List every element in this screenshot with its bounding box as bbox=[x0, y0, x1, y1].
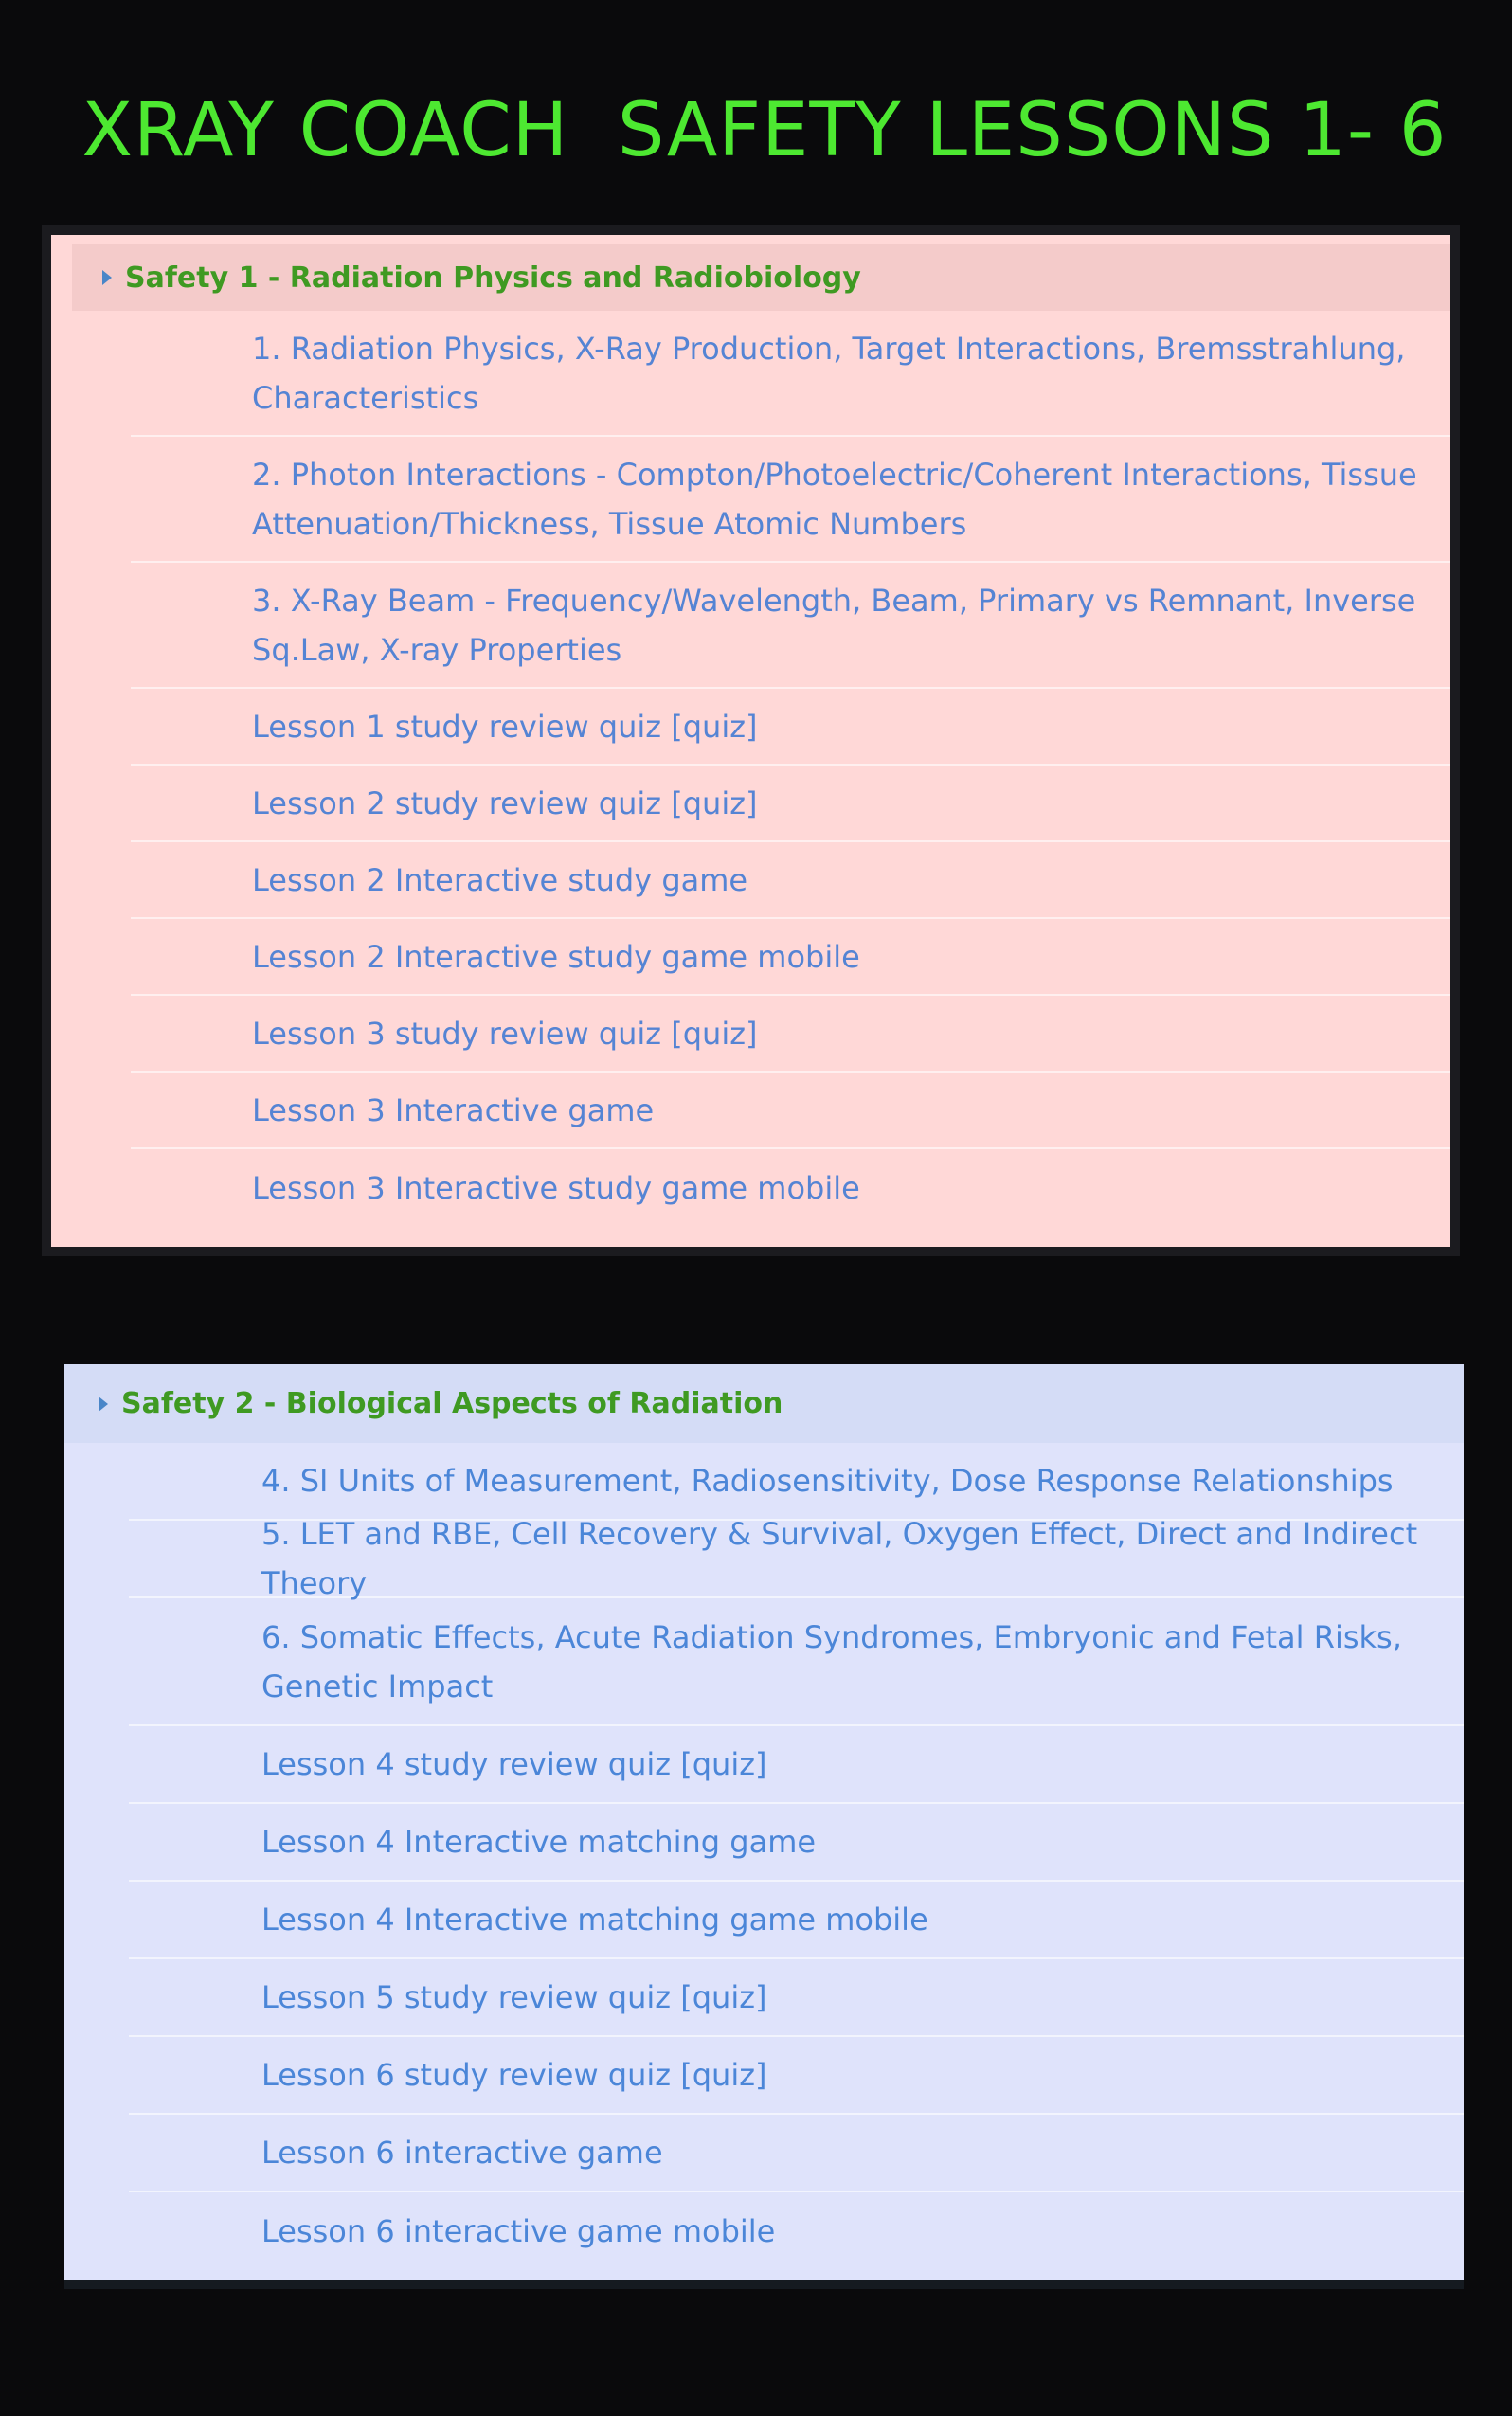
section-panel-safety-2 bbox=[64, 1364, 1464, 2280]
list-item[interactable] bbox=[129, 1882, 1464, 1959]
list-item[interactable] bbox=[129, 1726, 1464, 1804]
list-item[interactable] bbox=[129, 1598, 1464, 1726]
lesson-link[interactable]: Lesson 2 Interactive study game mobile bbox=[252, 938, 860, 975]
list-item[interactable] bbox=[131, 1149, 1450, 1226]
lesson-link[interactable]: Lesson 6 study review quiz [quiz] bbox=[261, 2057, 767, 2093]
section-header-safety-2[interactable] bbox=[64, 1364, 1464, 1443]
list-item[interactable] bbox=[129, 1804, 1464, 1882]
lesson-link[interactable]: Lesson 3 Interactive study game mobile bbox=[252, 1169, 860, 1206]
list-item[interactable] bbox=[129, 2115, 1464, 2192]
section-header-safety-1[interactable] bbox=[72, 244, 1450, 311]
page-title: XRAY COACH SAFETY LESSONS 1- 6 bbox=[81, 88, 1448, 173]
list-item[interactable] bbox=[131, 766, 1450, 842]
list-item[interactable] bbox=[129, 1516, 1464, 1601]
lesson-link[interactable]: 3. X-Ray Beam - Frequency/Wavelength, Beam, Primary vs Remnant, Inverse Sq.Law, X-ray Properties bbox=[252, 582, 1416, 668]
caret-right-icon bbox=[99, 1397, 108, 1412]
lesson-link[interactable]: Lesson 5 study review quiz [quiz] bbox=[261, 1979, 767, 2015]
section-header-label: Safety 1 - Radiation Physics and Radiobiology bbox=[125, 261, 861, 295]
list-item[interactable] bbox=[131, 437, 1450, 563]
list-item[interactable] bbox=[131, 919, 1450, 996]
lesson-link[interactable]: 2. Photon Interactions - Compton/Photoelectric/Coherent Interactions, Tissue Attenuation/Thickness, Tissue Atomic Numbers bbox=[252, 456, 1417, 542]
section-panel-safety-1 bbox=[51, 235, 1450, 1247]
list-item[interactable] bbox=[131, 311, 1450, 437]
section-header-label: Safety 2 - Biological Aspects of Radiation bbox=[121, 1387, 783, 1420]
lesson-link[interactable]: 6. Somatic Effects, Acute Radiation Syndromes, Embryonic and Fetal Risks, Genetic Impact bbox=[261, 1618, 1402, 1704]
lesson-link[interactable]: Lesson 4 study review quiz [quiz] bbox=[261, 1746, 767, 1782]
lesson-link[interactable]: Lesson 6 interactive game mobile bbox=[261, 2213, 776, 2249]
lesson-link[interactable]: Lesson 1 study review quiz [quiz] bbox=[252, 708, 758, 745]
lesson-link[interactable]: 1. Radiation Physics, X-Ray Production, Target Interactions, Bremsstrahlung, Characteristics bbox=[252, 330, 1406, 416]
list-item[interactable] bbox=[131, 689, 1450, 766]
list-item[interactable] bbox=[131, 1073, 1450, 1149]
lesson-list bbox=[129, 1443, 1464, 2270]
lesson-link[interactable]: Lesson 6 interactive game bbox=[261, 2135, 663, 2171]
lesson-link[interactable]: Lesson 4 Interactive matching game mobile bbox=[261, 1902, 928, 1938]
lesson-list bbox=[131, 311, 1450, 1226]
list-item[interactable] bbox=[131, 842, 1450, 919]
list-item[interactable] bbox=[131, 996, 1450, 1073]
list-item[interactable] bbox=[129, 1959, 1464, 2037]
lesson-link[interactable]: 5. LET and RBE, Cell Recovery & Survival, Oxygen Effect, Direct and Indirect Theory bbox=[261, 1516, 1418, 1601]
list-item[interactable] bbox=[129, 2037, 1464, 2115]
list-item[interactable] bbox=[129, 2192, 1464, 2270]
caret-right-icon bbox=[102, 270, 112, 285]
lesson-link[interactable]: Lesson 3 study review quiz [quiz] bbox=[252, 1015, 758, 1052]
lesson-link[interactable]: Lesson 2 Interactive study game bbox=[252, 861, 748, 898]
lesson-link[interactable]: Lesson 4 Interactive matching game bbox=[261, 1824, 817, 1860]
lesson-link[interactable]: Lesson 2 study review quiz [quiz] bbox=[252, 784, 758, 821]
list-item[interactable] bbox=[131, 563, 1450, 689]
lesson-link[interactable]: Lesson 3 Interactive game bbox=[252, 1091, 655, 1128]
lesson-link[interactable]: 4. SI Units of Measurement, Radiosensitivity, Dose Response Relationships bbox=[261, 1463, 1394, 1499]
